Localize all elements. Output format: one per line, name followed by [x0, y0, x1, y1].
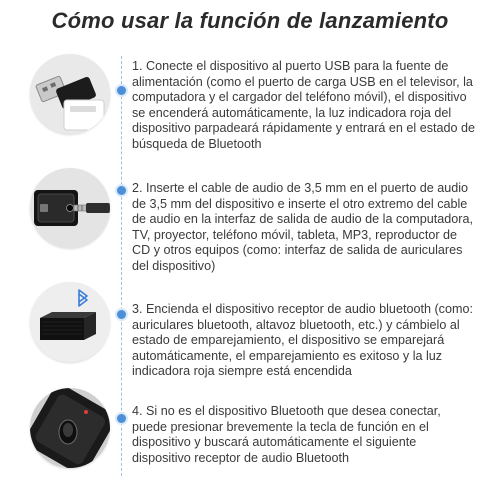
- step-2-text: 2. Inserte el cable de audio de 3,5 mm en el puerto de audio de 3,5 mm del dispositivo e inserte el otro extremo del cable de audio en la interfaz de salida de audio de la computadora, TV, proyector, teléfono móvil, tableta, MP3, reproductor de CD y otros equipos (como: interfaz de salida de auriculares del dispositivo): [132, 181, 473, 273]
- timeline-dot-3: [117, 310, 126, 319]
- timeline-dot-2: [117, 186, 126, 195]
- timeline-dot-1: [117, 86, 126, 95]
- function-button-icon: [30, 388, 110, 468]
- step-3-text: 3. Encienda el dispositivo receptor de audio bluetooth (como: auriculares bluetooth, altavoz bluetooth, etc.) y cámbielo al estado de emparejamiento, el dispositivo se emparejará automáticamente, el emparejamiento es exitoso y la luz indicadora roja siempre está encendida: [132, 302, 473, 378]
- page-title: Cómo usar la función de lanzamiento: [51, 8, 449, 33]
- step-4-text: 4. Si no es el dispositivo Bluetooth que desea conectar, puede presionar brevemente la tecla de función en el dispositivo y buscará automáticamente el siguiente dispositivo receptor de audio Bluetooth: [132, 404, 441, 465]
- timeline-dot-4: [117, 414, 126, 423]
- audio-cable-icon: [30, 168, 110, 248]
- usb-dongle-icon: [30, 54, 110, 134]
- timeline-line: [121, 56, 123, 476]
- bluetooth-speaker-icon: [30, 282, 110, 362]
- step-1-text: 1. Conecte el dispositivo al puerto USB para la fuente de alimentación (como el puerto de carga USB en el televisor, la computadora y el cargador del teléfono móvil), el dispositivo se encenderá automáticamente, la luz indicadora roja del dispositivo parpadeará rápidamente y entrará en el estado de búsqueda de Bluetooth: [132, 59, 476, 151]
